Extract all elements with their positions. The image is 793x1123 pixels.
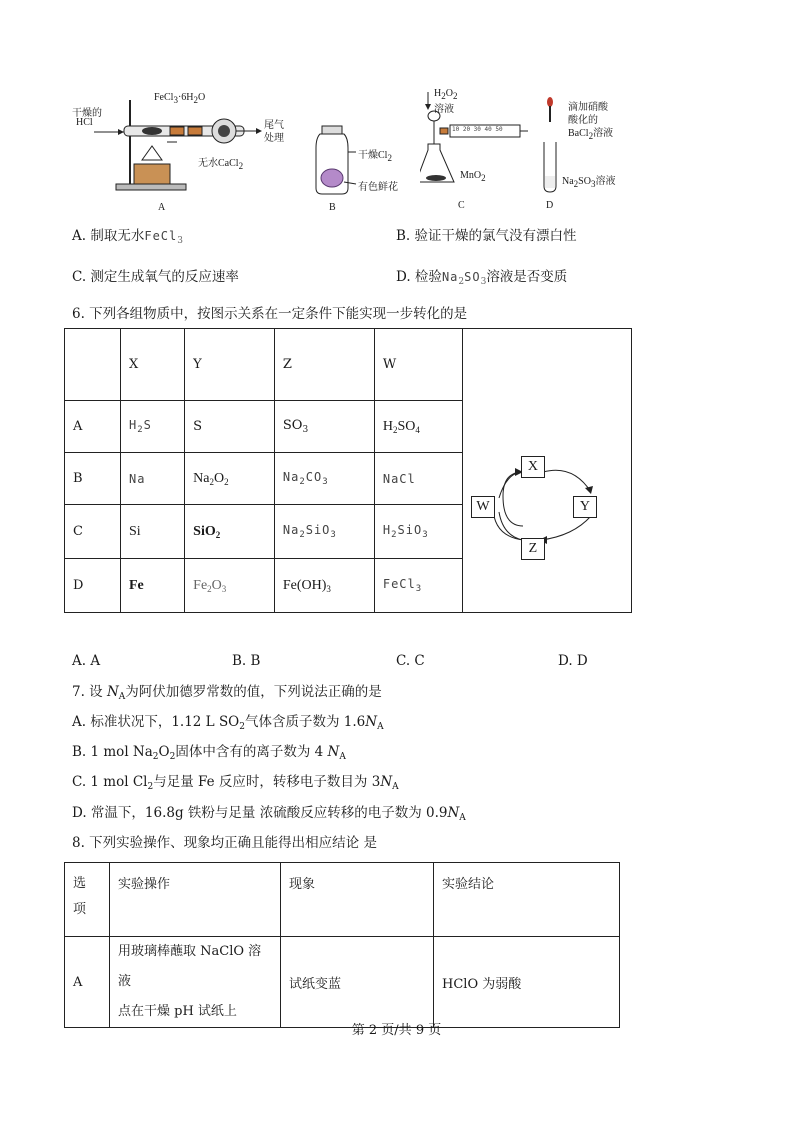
q6-header-z: Z — [274, 329, 374, 401]
label-flower: 有色鲜花 — [358, 182, 398, 193]
cycle-arrows — [463, 366, 631, 576]
figure-a — [72, 90, 292, 220]
label-dry-cl2: 干燥$Cl_2$ — [358, 150, 392, 163]
caption-d: D — [546, 200, 554, 211]
label-h2o2: $H_2O_2$ — [434, 88, 458, 101]
syringe-scale: 10 20 30 40 50 — [452, 126, 503, 133]
node-z: Z — [521, 538, 545, 560]
q6-choice-b: B. B — [232, 653, 261, 669]
label-dry-hcl: 干燥的 — [72, 108, 102, 119]
figure-b — [312, 118, 412, 218]
q6-row-c-w: $H_2SiO_3$ — [374, 505, 462, 559]
q8-row-a-phenomenon: 试纸变蓝 — [281, 937, 434, 1028]
caption-c: C — [458, 200, 465, 211]
q6-header-y: Y — [185, 329, 275, 401]
caption-a: A — [158, 202, 166, 213]
q7-option-b: B. 1 mol $Na_2O_2$固体中含有的离子数为 4 $N_A$ — [72, 744, 346, 762]
q6-row-c-label: C — [65, 505, 121, 559]
q6-row-d-x: Fe — [121, 559, 185, 613]
q8-row-a-conclusion: HClO 为弱酸 — [434, 937, 620, 1028]
label-fecl3: $FeCl_3\cdot 6H_2O$ — [154, 92, 206, 105]
q6-row-d-label: D — [65, 559, 121, 613]
q6-row-d-y: $Fe_2O_3$ — [185, 559, 275, 613]
q6-header-x: X — [121, 329, 185, 401]
page-footer: 第 2 页/共 9 页 — [351, 1023, 442, 1038]
q8-row-a-label: A — [65, 937, 110, 1028]
q6-row-a-y: S — [185, 401, 275, 453]
q6-row-c-y: SiO$_2$ — [185, 505, 275, 559]
label-tail-gas: 尾气 — [264, 120, 284, 131]
q8-row-a — [65, 937, 620, 1028]
q8-table — [64, 862, 620, 1028]
q8-header-operation: 实验操作 — [110, 863, 281, 937]
q6-cycle-diagram — [463, 366, 631, 576]
q6-row-c-x: Si — [121, 505, 185, 559]
q6-row-d-w: FeCl$_3$ — [374, 559, 462, 613]
q6-header-blank — [65, 329, 121, 401]
label-mno2: MnO$_2$ — [460, 170, 486, 183]
q7-option-d: D. 常温下，16.8g 铁粉与足量 浓硫酸反应转移的电子数为 $0.9N_A$ — [72, 805, 466, 823]
label-na2so3: $Na_2SO_3$溶液 — [562, 176, 616, 189]
node-y: Y — [573, 496, 597, 518]
label-nitric-2: 酸化的 — [568, 115, 598, 126]
q8-header-option: 选 项 — [65, 863, 110, 937]
apparatus-a-drawing — [72, 90, 292, 220]
q6-row-a-w: $H_2SO_4$ — [374, 401, 462, 453]
q7-option-a: A. 标准状况下，1.12 L $SO_2$气体含质子数为 $1.6N_A$ — [72, 714, 384, 732]
node-x: X — [521, 456, 545, 478]
label-bacl2: BaCl$_2$溶液 — [568, 128, 614, 141]
q8-stem: 8. 下列实验操作、现象均正确且能得出相应结论 是 — [72, 835, 377, 851]
caption-b: B — [329, 202, 336, 213]
q6-row-c-z: $Na_2SiO_3$ — [274, 505, 374, 559]
q8-header-row — [65, 863, 620, 937]
q6-row-b-z: $Na_2CO_3$ — [274, 453, 374, 505]
figure-c — [420, 88, 530, 220]
q6-row-b-label: B — [65, 453, 121, 505]
q6-choice-c: C. C — [396, 653, 425, 669]
q6-choice-d: D. D — [558, 653, 588, 669]
label-cacl2: 无水CaCl$_2$ — [198, 158, 244, 171]
q6-row-a-z: $SO_3$ — [274, 401, 374, 453]
q6-table — [64, 328, 632, 613]
q6-header-w: W — [374, 329, 462, 401]
q5-option-a: A. 制取无水FeCl$_3$ — [72, 228, 183, 246]
q5-option-c: C. 测定生成氧气的反应速率 — [72, 269, 239, 285]
q6-row-a-label: A — [65, 401, 121, 453]
q6-row-a-x: $H_2S$ — [121, 401, 185, 453]
q5-option-b: B. 验证干燥的氯气没有漂白性 — [396, 228, 577, 244]
q6-diagram-cell — [462, 329, 631, 613]
q6-row-d-z: $Fe(OH)_3$ — [274, 559, 374, 613]
q6-row-b-w: NaCl — [374, 453, 462, 505]
q7-option-c: C. 1 mol $Cl_2$与足量 Fe 反应时，转移电子数目为 $3N_A$ — [72, 774, 399, 792]
q8-header-phenomenon: 现象 — [281, 863, 434, 937]
label-tail-treat: 处理 — [264, 133, 284, 144]
q7-stem: 7. 设 $N_A$为阿伏加德罗常数的值，下列说法正确的是 — [72, 684, 382, 702]
q6-choice-a: A. A — [72, 653, 101, 669]
label-hcl: HCl — [76, 117, 93, 128]
q6-row-b-x: Na — [121, 453, 185, 505]
figure-d — [540, 96, 650, 220]
node-w: W — [471, 496, 495, 518]
q6-stem: 6. 下列各组物质中，按图示关系在一定条件下能实现一步转化的是 — [72, 306, 468, 322]
q5-option-d: D. 检验$Na_2SO_3$溶液是否变质 — [396, 269, 568, 287]
label-h2o2-solution: 溶液 — [434, 104, 454, 115]
q8-header-conclusion: 实验结论 — [434, 863, 620, 937]
q6-row-b-y: $Na_2O_2$ — [185, 453, 275, 505]
label-nitric-1: 滴加硝酸 — [568, 102, 608, 113]
q8-row-a-operation: 用玻璃棒蘸取 NaClO 溶液 点在干燥 pH 试纸上 — [110, 937, 281, 1028]
